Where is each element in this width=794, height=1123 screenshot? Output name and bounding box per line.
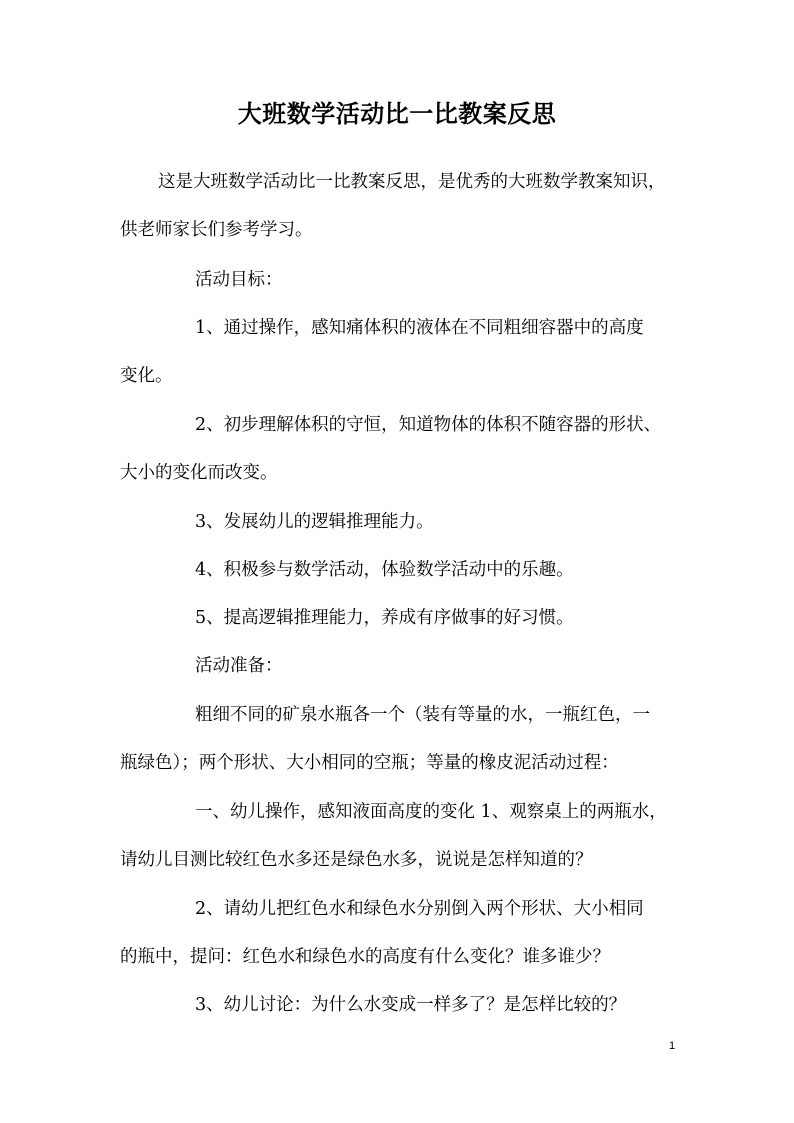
paragraph-line: 的瓶中，提问：红色水和绿色水的高度有什么变化？谁多谁少？: [120, 947, 610, 967]
paragraph-line: 3、幼儿讨论：为什么水变成一样多了？是怎样比较的？: [195, 995, 627, 1015]
paragraph-line: 2、请幼儿把红色水和绿色水分别倒入两个形状、大小相同: [195, 899, 644, 919]
list-item-line: 3、发展幼儿的逻辑推理能力。: [195, 512, 434, 532]
section-heading: 活动目标：: [195, 270, 283, 290]
list-item-line: 变化。: [120, 366, 173, 386]
section-heading: 活动准备：: [195, 656, 283, 676]
list-item-line: 大小的变化而改变。: [120, 463, 278, 483]
paragraph-line: 一、幼儿操作，感知液面高度的变化 1、观察桌上的两瓶水，: [195, 802, 667, 822]
paragraph-line: 供老师家长们参考学习。: [120, 220, 313, 240]
paragraph-line: 粗细不同的矿泉水瓶各一个（装有等量的水，一瓶红色，一: [195, 705, 650, 725]
list-item-line: 5、提高逻辑推理能力，养成有序做事的好习惯。: [195, 608, 574, 628]
paragraph-line: 瓶绿色）；两个形状、大小相同的空瓶；等量的橡皮泥活动过程：: [120, 753, 619, 773]
list-item-line: 4、积极参与数学活动，体验数学活动中的乐趣。: [195, 560, 574, 580]
page-number: 1: [668, 1040, 676, 1052]
paragraph-line: 这是大班数学活动比一比教案反思，是优秀的大班数学教案知识，: [158, 172, 666, 192]
list-item-line: 1、通过操作，感知痛体积的液体在不同粗细容器中的高度: [195, 318, 644, 338]
document-title: 大班数学活动比一比教案反思: [237, 99, 557, 128]
list-item-line: 2、初步理解体积的守恒，知道物体的体积不随容器的形状、: [195, 415, 662, 435]
paragraph-line: 请幼儿目测比较红色水多还是绿色水多，说说是怎样知道的？: [120, 850, 593, 870]
